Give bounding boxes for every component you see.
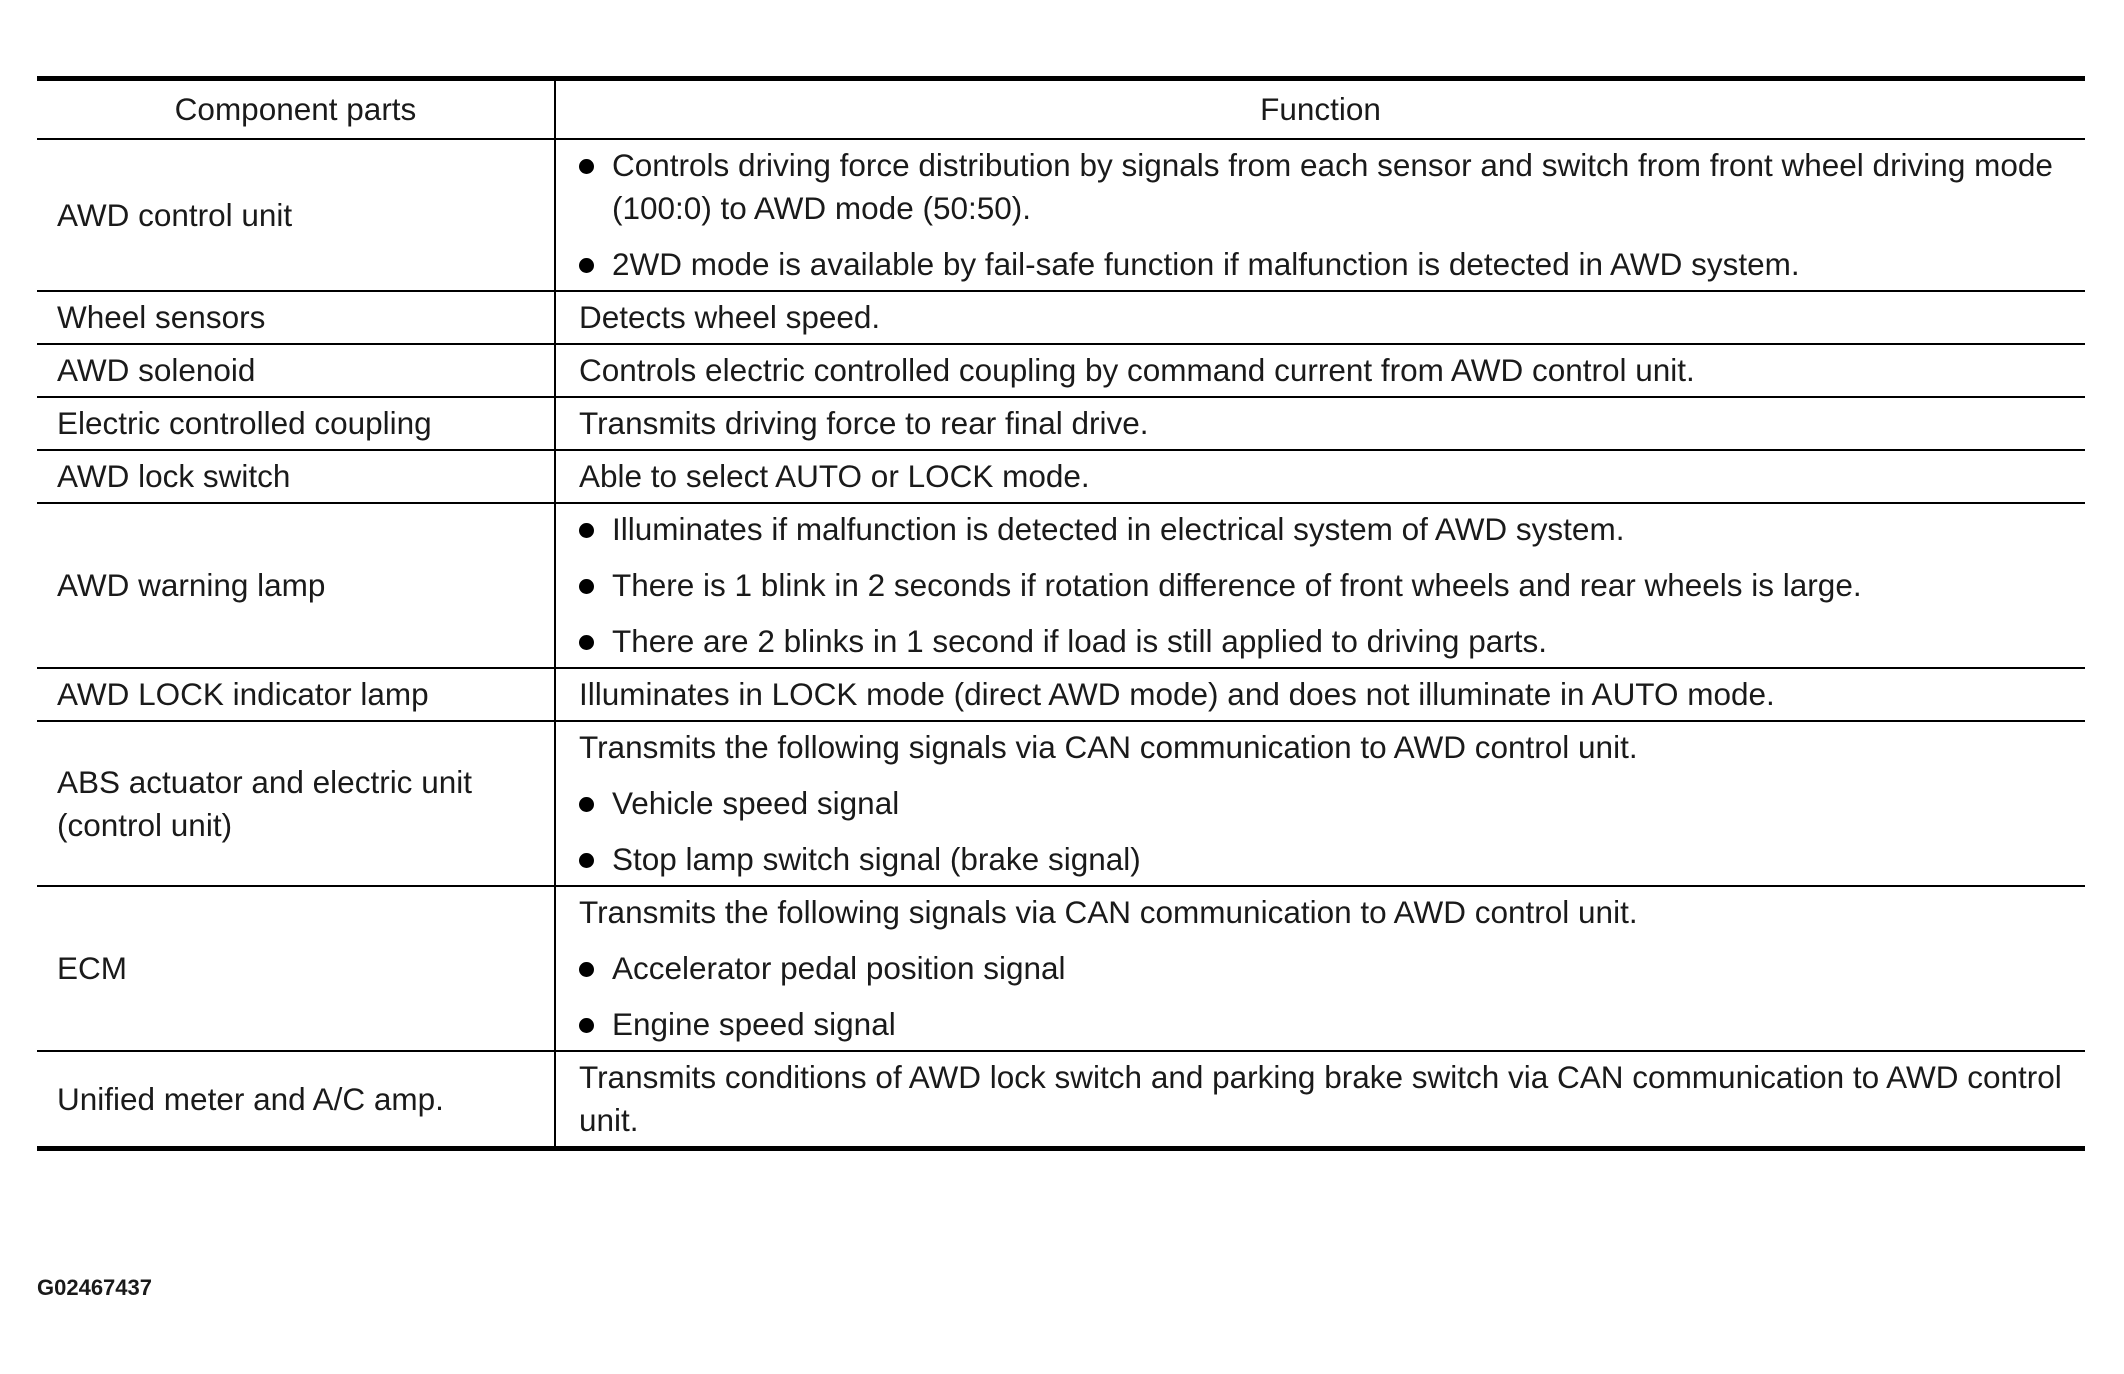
component-part-cell: AWD solenoid — [37, 344, 555, 397]
table-row — [37, 721, 2085, 886]
bullet-text: Vehicle speed signal — [612, 785, 900, 821]
bullet-dot-icon — [579, 523, 594, 538]
function-text: Transmits conditions of AWD lock switch and parking brake switch via CAN communication to AWD control unit. — [579, 1059, 2062, 1138]
function-text: Controls electric controlled coupling by command current from AWD control unit. — [579, 352, 1695, 388]
bullet-dot-icon — [579, 579, 594, 594]
bullet-dot-icon — [579, 1018, 594, 1033]
function-cell — [555, 721, 2085, 886]
table-row — [37, 668, 2085, 721]
table-row — [37, 886, 2085, 1051]
function-bullet-item — [579, 782, 2075, 825]
table-header-row — [37, 79, 2085, 140]
function-cell — [555, 503, 2085, 668]
function-bullet-item — [579, 947, 2075, 990]
function-cell — [555, 886, 2085, 1051]
bullet-text: Engine speed signal — [612, 1006, 896, 1042]
table-row — [37, 503, 2085, 668]
component-part-cell: ABS actuator and electric unit (control unit) — [37, 721, 555, 886]
component-part-cell: AWD control unit — [37, 139, 555, 291]
function-cell — [555, 139, 2085, 291]
column-header-component-parts: Component parts — [37, 79, 555, 140]
bullet-text: Stop lamp switch signal (brake signal) — [612, 841, 1141, 877]
bullet-text: Controls driving force distribution by signals from each sensor and switch from front wheel driving mode (100:0) to AWD mode (50:50). — [612, 147, 2053, 226]
function-cell — [555, 344, 2085, 397]
component-part-cell: AWD lock switch — [37, 450, 555, 503]
table-row — [37, 450, 2085, 503]
function-bullet-item — [579, 620, 2075, 663]
component-part-cell: AWD warning lamp — [37, 503, 555, 668]
component-part-cell: AWD LOCK indicator lamp — [37, 668, 555, 721]
table-row — [37, 397, 2085, 450]
function-bullet-item — [579, 243, 2075, 286]
bullet-dot-icon — [579, 258, 594, 273]
bullet-text: There are 2 blinks in 1 second if load is still applied to driving parts. — [612, 623, 1547, 659]
bullet-text: 2WD mode is available by fail-safe function if malfunction is detected in AWD system. — [612, 246, 1800, 282]
table-row — [37, 291, 2085, 344]
bullet-dot-icon — [579, 853, 594, 868]
bullet-text: Accelerator pedal position signal — [612, 950, 1066, 986]
component-part-cell: Electric controlled coupling — [37, 397, 555, 450]
table-row — [37, 344, 2085, 397]
bullet-dot-icon — [579, 797, 594, 812]
function-bullet-item — [579, 838, 2075, 881]
bullet-text: There is 1 blink in 2 seconds if rotation difference of front wheels and rear wheels is large. — [612, 567, 1862, 603]
function-text: Transmits the following signals via CAN communication to AWD control unit. — [579, 729, 1638, 765]
function-text: Detects wheel speed. — [579, 299, 881, 335]
function-cell — [555, 397, 2085, 450]
function-cell — [555, 668, 2085, 721]
bullet-dot-icon — [579, 962, 594, 977]
function-text: Able to select AUTO or LOCK mode. — [579, 458, 1090, 494]
bullet-text: Illuminates if malfunction is detected in electrical system of AWD system. — [612, 511, 1625, 547]
function-bullet-item — [579, 564, 2075, 607]
function-text: Illuminates in LOCK mode (direct AWD mode) and does not illuminate in AUTO mode. — [579, 676, 1775, 712]
function-cell — [555, 450, 2085, 503]
function-bullet-item — [579, 1003, 2075, 1046]
bullet-dot-icon — [579, 635, 594, 650]
figure-id: G02467437 — [37, 1275, 152, 1300]
table-body — [37, 139, 2085, 1149]
table-row — [37, 139, 2085, 291]
function-text: Transmits driving force to rear final drive. — [579, 405, 1149, 441]
column-header-function: Function — [1260, 91, 1381, 127]
function-text: Transmits the following signals via CAN communication to AWD control unit. — [579, 894, 1638, 930]
function-cell — [555, 1051, 2085, 1149]
component-function-table — [37, 76, 2085, 1151]
function-bullet-item — [579, 508, 2075, 551]
component-part-cell: Wheel sensors — [37, 291, 555, 344]
component-part-cell: Unified meter and A/C amp. — [37, 1051, 555, 1149]
function-bullet-item — [579, 144, 2075, 230]
bullet-dot-icon — [579, 159, 594, 174]
table-row — [37, 1051, 2085, 1149]
component-part-cell: ECM — [37, 886, 555, 1051]
function-cell — [555, 291, 2085, 344]
